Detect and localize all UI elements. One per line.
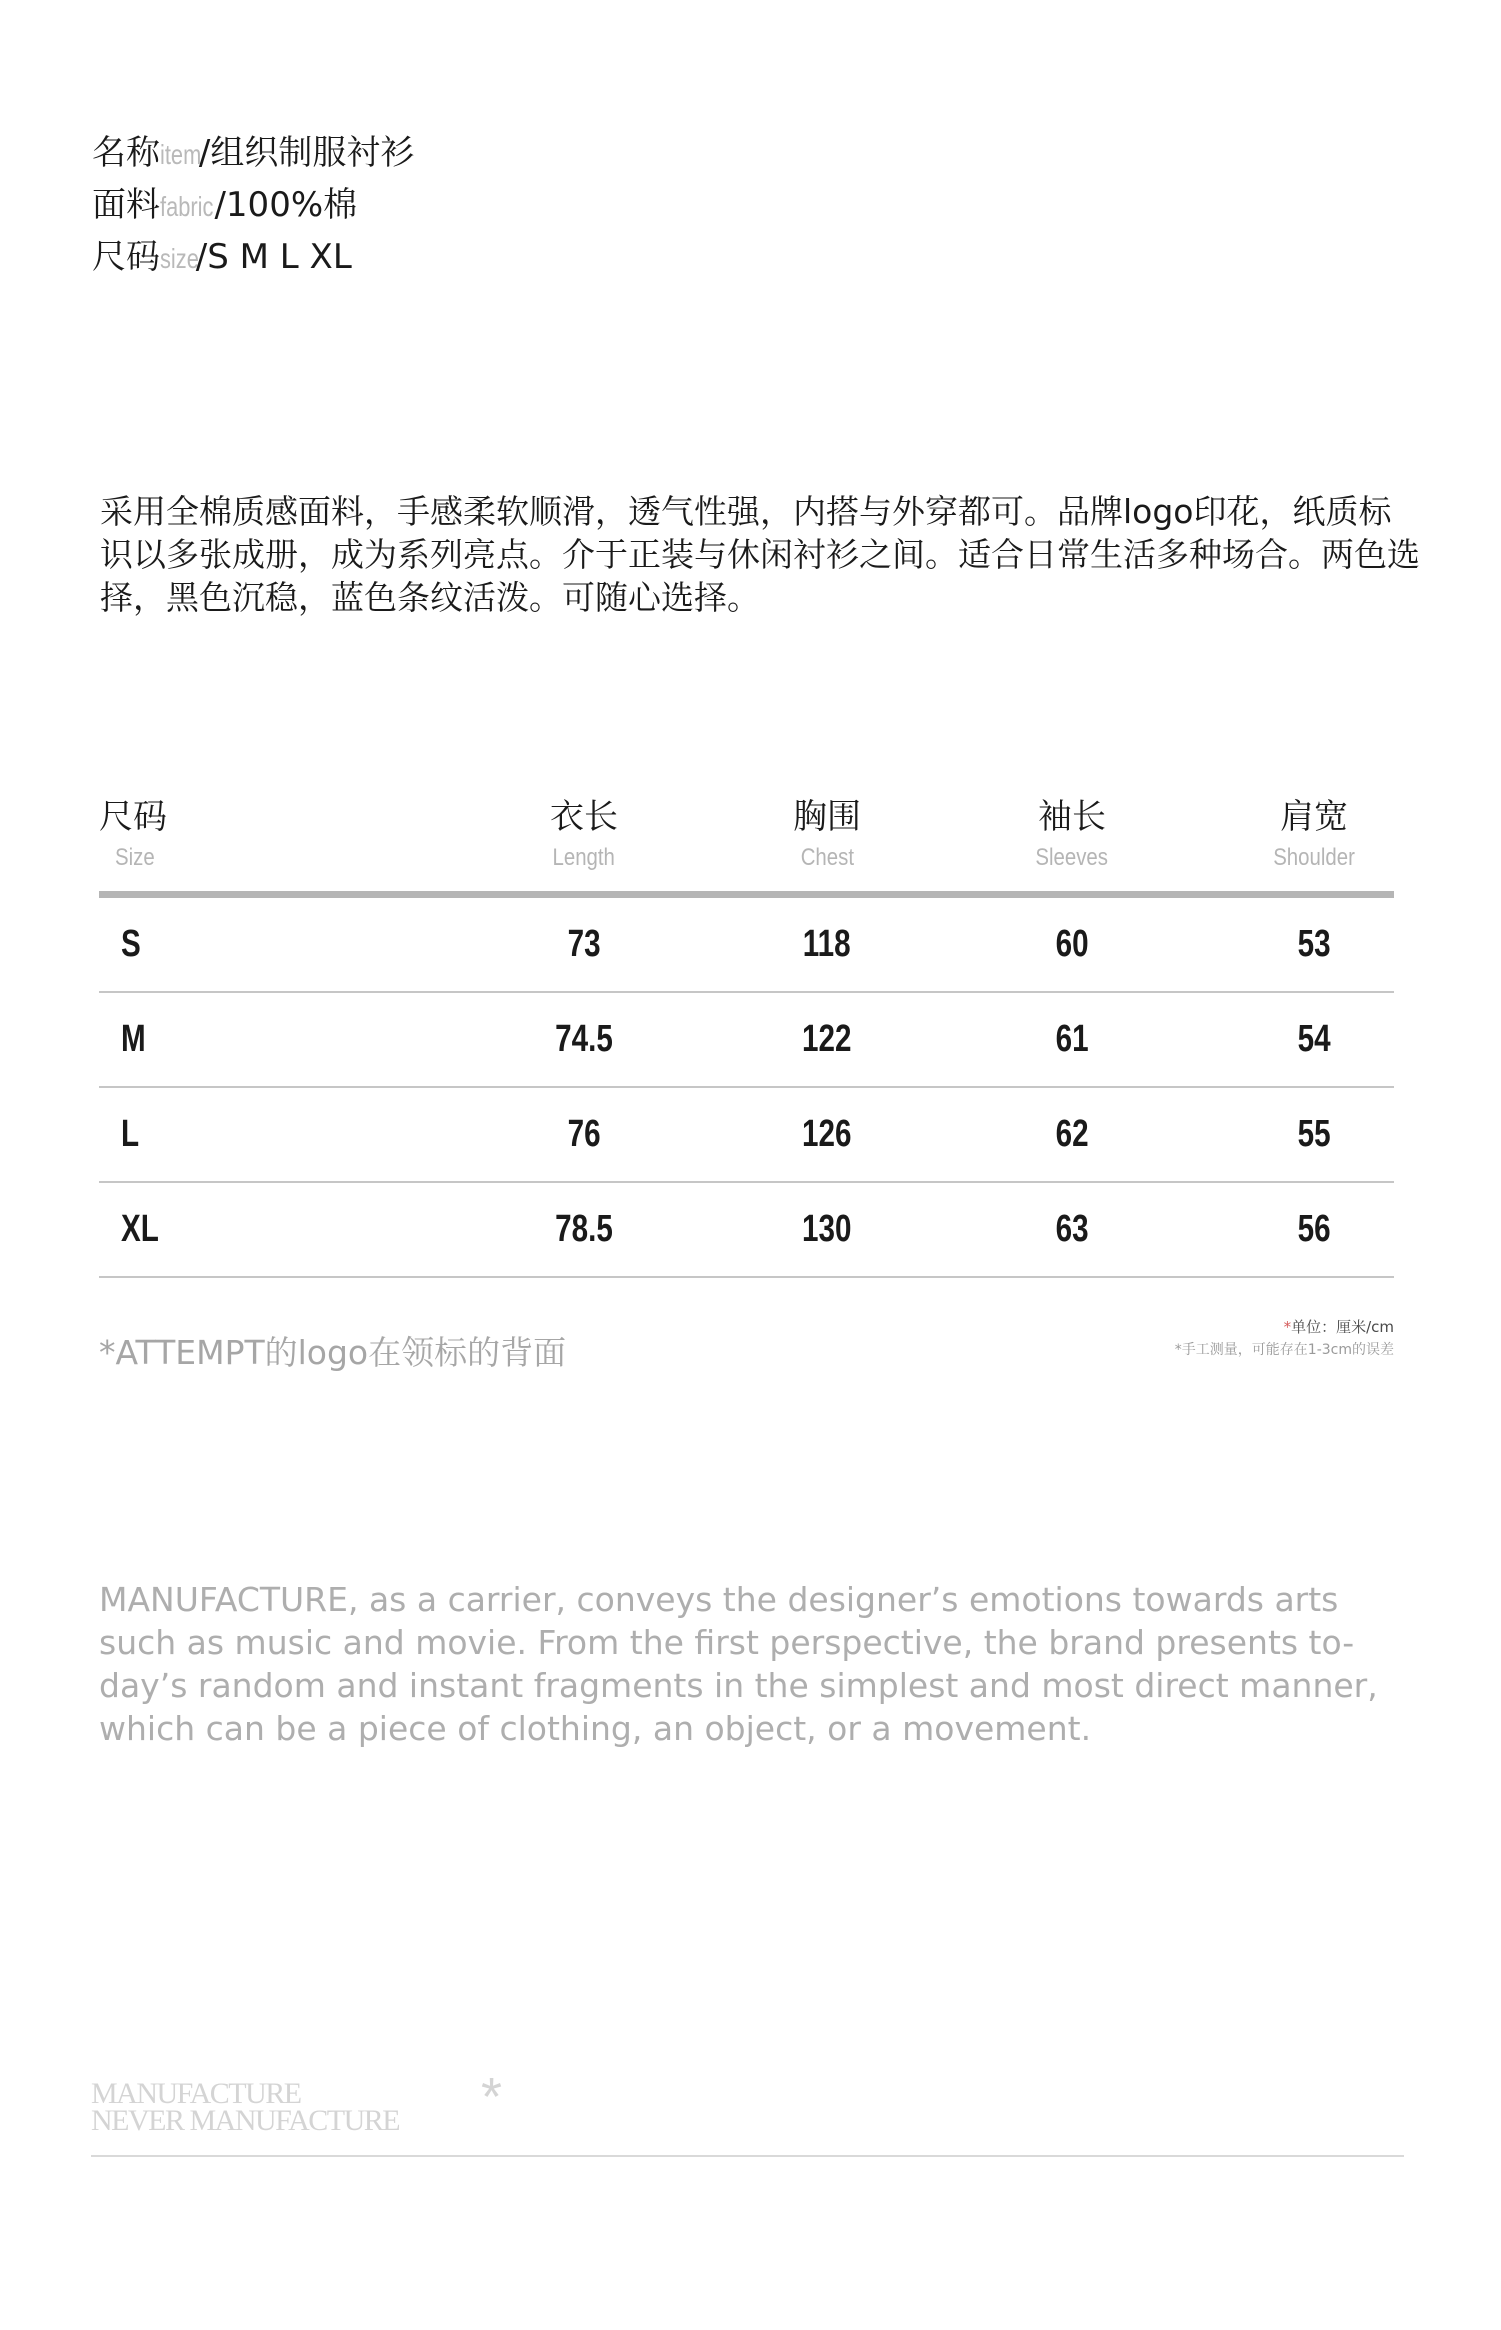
cell-chest <box>747 898 907 991</box>
header-label-en: Length <box>552 844 616 871</box>
cell-value: 122 <box>802 1018 852 1060</box>
asterisk-icon: * <box>481 2067 503 2127</box>
header-label-en: Sleeves <box>1035 844 1109 871</box>
cell-shoulder <box>1234 898 1394 991</box>
cell-value: 130 <box>802 1208 852 1250</box>
cell-shoulder <box>1234 993 1394 1086</box>
cell-chest <box>747 1088 907 1181</box>
cell-value: L <box>121 1113 140 1155</box>
cell-value: 54 <box>1297 1018 1331 1060</box>
product-info <box>92 128 414 284</box>
cell-size <box>121 1088 321 1181</box>
size-label-en: size <box>160 243 199 274</box>
cell-value: M <box>121 1018 146 1060</box>
cell-chest <box>747 993 907 1086</box>
cell-length <box>504 1088 664 1181</box>
cell-value: 62 <box>1055 1113 1089 1155</box>
item-value: /组织制服衬衫 <box>198 133 415 173</box>
cell-length <box>504 1183 664 1276</box>
table-row <box>99 1088 1394 1183</box>
cell-length <box>504 993 664 1086</box>
cell-value: S <box>121 923 141 965</box>
table-header <box>99 795 1394 898</box>
cell-size <box>121 993 321 1086</box>
cell-chest <box>747 1183 907 1276</box>
cell-value: 61 <box>1055 1018 1089 1060</box>
cell-value: 74.5 <box>555 1018 613 1060</box>
info-item <box>92 128 414 180</box>
cell-sleeves <box>992 1088 1152 1181</box>
header-label-en: Shoulder <box>1273 844 1355 871</box>
header-chest <box>747 795 907 873</box>
size-label-cn: 尺码 <box>92 237 160 277</box>
footer-divider <box>91 2155 1404 2157</box>
table-row <box>99 1183 1394 1278</box>
fabric-value: /100%棉 <box>214 185 358 225</box>
cell-value: 126 <box>802 1113 852 1155</box>
header-label-cn: 胸围 <box>793 797 861 837</box>
measure-note: *手工测量，可能存在1-3cm的误差 <box>1174 1342 1394 1358</box>
cell-size <box>121 1183 321 1276</box>
table-row <box>99 993 1394 1088</box>
cell-sleeves <box>992 1183 1152 1276</box>
header-length <box>504 795 664 873</box>
size-value: /S M L XL <box>195 237 352 277</box>
cell-shoulder <box>1234 1183 1394 1276</box>
cell-size <box>121 898 321 991</box>
cell-value: 76 <box>567 1113 601 1155</box>
brand-logo <box>91 2077 400 2137</box>
cell-sleeves <box>992 898 1152 991</box>
header-size <box>99 795 299 873</box>
cell-value: 60 <box>1055 923 1089 965</box>
unit-text: 单位：厘米/cm <box>1291 1318 1394 1336</box>
description-cn: 采用全棉质感面料，手感柔软顺滑，透气性强，内搭与外穿都可。品牌logo印花，纸质标识以多张成册，成为系列亮点。介于正装与休闲衬衫之间。适合日常生活多种场合。两色选择，黑色沉稳，蓝色条纹活泼。可随心选择。 <box>100 492 1420 617</box>
unit-note <box>1175 1316 1394 1362</box>
header-label-en: Chest <box>800 844 854 871</box>
cell-value: 53 <box>1297 923 1331 965</box>
brand-line-1: MANUFACTURE <box>91 2077 301 2110</box>
cell-value: 55 <box>1297 1113 1331 1155</box>
brand-line-2: NEVER MANUFACTURE <box>91 2104 400 2137</box>
header-label-cn: 衣长 <box>550 797 618 837</box>
info-size <box>92 232 414 284</box>
header-label-en: Size <box>115 844 155 871</box>
header-label-cn: 袖长 <box>1038 797 1106 837</box>
cell-value: 56 <box>1297 1208 1331 1250</box>
cell-shoulder <box>1234 1088 1394 1181</box>
fabric-label-cn: 面料 <box>92 185 160 225</box>
description-en: MANUFACTURE, as a carrier, conveys the designer’s emotions towards arts such as music and movie. From the first perspective, the brand presents to-day’s random and instant fragments in the simplest and most direct manner, which can be a piece of clothing, an object, or a movement. <box>99 1580 1378 1748</box>
info-fabric <box>92 180 414 232</box>
cell-value: 78.5 <box>555 1208 613 1250</box>
fabric-label-en: fabric <box>160 191 214 222</box>
cell-value: XL <box>121 1208 159 1250</box>
unit-star: * <box>1283 1318 1292 1336</box>
item-label-en: item <box>160 139 202 170</box>
size-table <box>99 795 1394 1278</box>
logo-note: *ATTEMPT的logo在领标的背面 <box>99 1333 567 1372</box>
header-label-cn: 尺码 <box>99 797 167 837</box>
cell-length <box>504 898 664 991</box>
header-shoulder <box>1234 795 1394 873</box>
cell-value: 73 <box>567 923 601 965</box>
header-label-cn: 肩宽 <box>1280 797 1348 837</box>
item-label-cn: 名称 <box>92 133 160 173</box>
cell-value: 63 <box>1055 1208 1089 1250</box>
cell-sleeves <box>992 993 1152 1086</box>
table-row <box>99 898 1394 993</box>
header-sleeves <box>992 795 1152 873</box>
cell-value: 118 <box>803 923 851 965</box>
